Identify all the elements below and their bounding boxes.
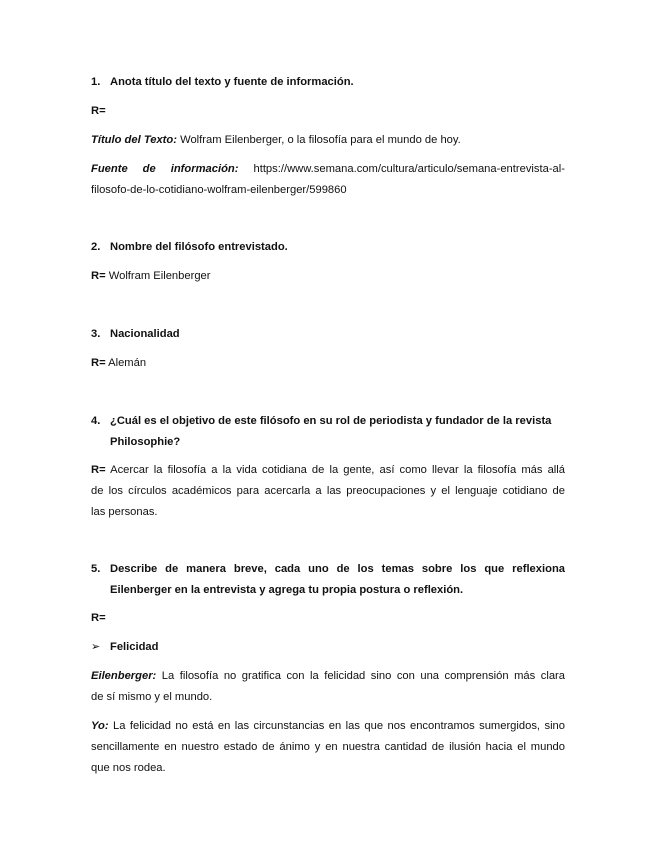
q5-eilenberger-line1 xyxy=(91,666,565,687)
q5-yo-label: Yo: xyxy=(91,720,109,732)
q5-eilenberger-text-1: La filosofía no gratifica con la felicidad sino con una comprensión más clara xyxy=(161,670,565,682)
q5-answer-label: R= xyxy=(91,612,106,624)
q1-title-line xyxy=(91,130,565,151)
q3-number: 3. xyxy=(91,328,101,340)
q4-answer-text-1: Acercar la filosofía a la vida cotidiana de la gente, así como llevar la filosofía más allá xyxy=(110,464,565,476)
q1-source-label: Fuente de información: xyxy=(91,163,239,175)
q3-answer-label: R= xyxy=(91,357,106,369)
q3-answer-text: Alemán xyxy=(108,357,147,369)
q4-number: 4. xyxy=(91,415,101,427)
q2-answer-text: Wolfram Eilenberger xyxy=(108,270,211,282)
q1-number: 1. xyxy=(91,76,101,88)
q3-question: Nacionalidad xyxy=(110,328,180,340)
arrow-bullet-icon: ➢ xyxy=(91,641,101,653)
q5-yo-text-2: sencillamente en nuestro estado de ánimo y en nuestra cantidad de ilusión hacia el mundo xyxy=(91,741,565,753)
q1-answer-label: R= xyxy=(91,105,106,117)
q1-title-label: Título del Texto: xyxy=(91,134,177,146)
q5-yo-line1 xyxy=(91,716,565,737)
q4-answer-text-3: las personas. xyxy=(91,506,158,518)
q4-answer-label: R= xyxy=(91,464,106,476)
q1-title-value: Wolfram Eilenberger, o la filosofía para el mundo de hoy. xyxy=(180,134,461,146)
q5-eilenberger-text-2: de sí mismo y el mundo. xyxy=(91,691,213,703)
q4-answer-text-2: de los círculos académicos para acercarla a las preocupaciones y el lenguaje cotidiano de xyxy=(91,485,565,497)
q5-eilenberger-label: Eilenberger: xyxy=(91,670,157,682)
q5-yo-text-1: La felicidad no está en las circunstancias en las que nos encontramos sumergidos, sino xyxy=(113,720,565,732)
q5-question-line2: Eilenberger en la entrevista y agrega tu propia postura o reflexión. xyxy=(110,584,464,596)
q2-question: Nombre del filósofo entrevistado. xyxy=(110,241,288,253)
q5-topic-heading: Felicidad xyxy=(110,641,159,653)
q1-question: Anota título del texto y fuente de información. xyxy=(110,76,354,88)
q1-source-url-part2: filosofo-de-lo-cotidiano-wolfram-eilenberger/599860 xyxy=(91,184,347,196)
q1-source-line xyxy=(91,159,565,180)
q4-question-line2: Philosophie? xyxy=(110,436,181,448)
q2-answer xyxy=(91,266,565,287)
q5-question-line1: Describe de manera breve, cada uno de los temas sobre los que reflexiona xyxy=(110,563,565,575)
q4-answer-line1 xyxy=(91,460,565,481)
q4-question-line1: ¿Cuál es el objetivo de este filósofo en su rol de periodista y fundador de la revista xyxy=(110,415,552,427)
q1-source-url-part1: https://www.semana.com/cultura/articulo/semana-entrevista-al- xyxy=(253,163,565,175)
q5-number: 5. xyxy=(91,563,101,575)
q2-number: 2. xyxy=(91,241,101,253)
q5-yo-text-3: que nos rodea. xyxy=(91,762,166,774)
q2-answer-label: R= xyxy=(91,270,106,282)
q3-answer xyxy=(91,353,565,374)
